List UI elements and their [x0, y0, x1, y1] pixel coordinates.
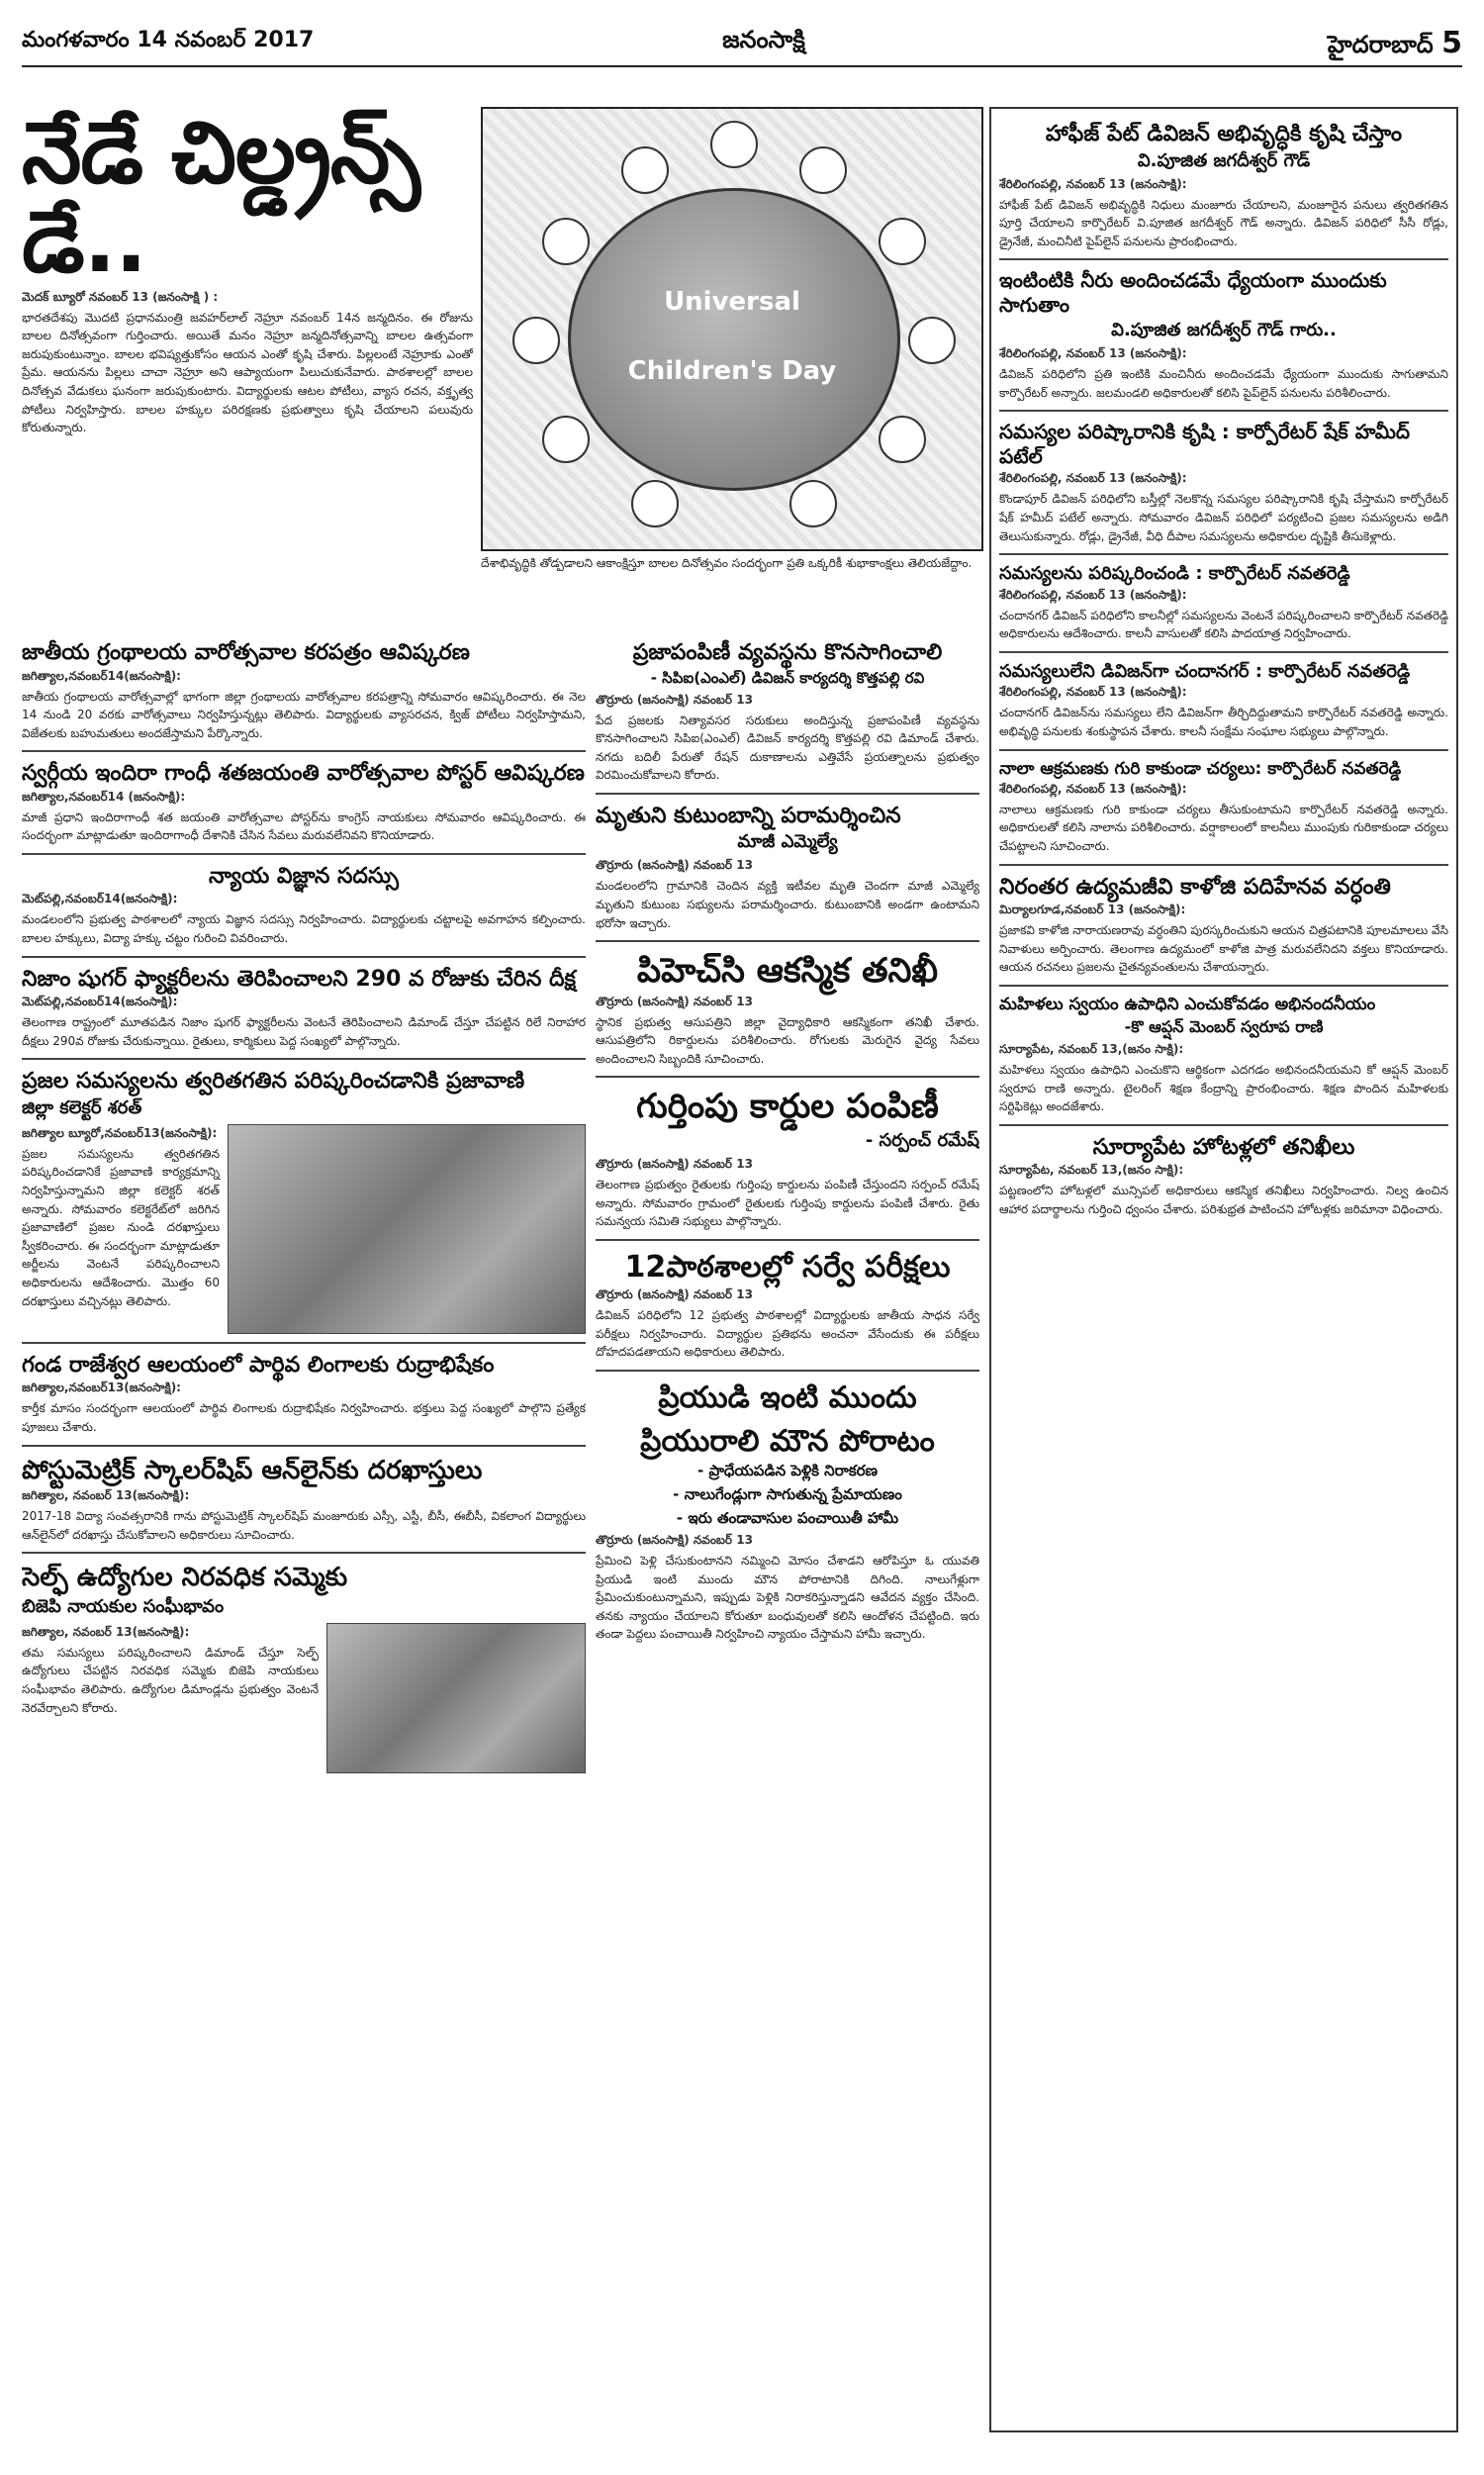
issue-date: మంగళవారం 14 నవంబర్ 2017 [22, 28, 315, 52]
divider [999, 553, 1448, 555]
article-body: మాజీ ప్రధాని ఇందిరాగాంధీ శత జయంతి వారోత్సవాల పోస్టర్‌ను కాంగ్రెస్ నాయకులు సోమవారం ఆవిష్కరించారు. ఈ సందర్భంగా మాట్లాడుతూ ఇందిరాగాంధీ దేశానికి చేసిన సేవలు మరువలేనివని కొనియాడారు. [22, 809, 586, 843]
article-bullet: - ఇరు తండావాసుల పంచాయితీ హామీ [676, 1509, 899, 1527]
child-figure-icon [879, 218, 926, 265]
article-body: నాలాలు ఆక్రమణకు గురి కాకుండా చర్యలు తీసుకుంటామని కార్పొరేటర్ నవతరెడ్డి అన్నారు. అధికారులతో కలిసి నాలాను పరిశీలించారు. వర్షాకాలంలో కాలనీలు ముంపుకు గురికాకుండా చర్యలు చేపట్టాలని సూచించారు. [999, 802, 1448, 854]
article-bullet: - ప్రాధేయపడిన పెళ్లికి నిరాకరణ [697, 1462, 878, 1479]
article-subheadline: - సర్పంచ్ రమేష్ [865, 1129, 979, 1151]
dateline: మిర్యాలగూడ,నవంబర్ 13 (జనంసాక్షి): [999, 903, 1186, 917]
article-body: ప్రజల సమస్యలను త్వరితగతిన పరిష్కరించడానికే ప్రజావాణి కార్యక్రమాన్ని నిర్వహిస్తున్నామని జిల్లా కలెక్టర్ శరత్ అన్నారు. సోమవారం కలెక్టరేట్‌లో జరిగిన ప్రజావాణిలో ప్రజల నుండి దరఖాస్తులు స్వీకరించారు. ఈ సందర్భంగా మాట్లాడుతూ అర్జీలను వెంటనే పరిష్కరించాలని అధికారులను ఆదేశించారు. మొత్తం 60 దరఖాస్తులు వచ్చినట్లు తెలిపారు. [22, 1146, 220, 1308]
article-body: కార్తీక మాసం సందర్భంగా ఆలయంలో పార్థివ లింగాలకు రుద్రాభిషేకం నిర్వహించారు. భక్తులు పెద్ద సంఖ్యలో పాల్గొని ప్రత్యేక పూజలు చేశారు. [22, 1401, 586, 1434]
dateline: శేరిలింగంపల్లి, నవంబర్ 13 (జనంసాక్షి): [999, 471, 1187, 486]
article-subheadline: - సిపిఐ(ఎంఎల్) డివిజన్ కార్యదర్శి కొత్తపల్లి రవి [650, 668, 925, 687]
article-headline: సమస్యలను పరిష్కరించండి : కార్పొరేటర్ నవతరెడ్డి [999, 563, 1350, 585]
article-indira-poster [22, 760, 586, 845]
article-headline: సమస్యల పరిష్కారానికి కృషి : కార్పోరేటర్ షేక్ హమీద్ పటేల్ [999, 420, 1411, 469]
article-headline: గండ రాజేశ్వర ఆలయంలో పార్థివ లింగాలకు రుద్రాభిషేకం [22, 1352, 495, 1378]
art-text-childrens-day: Children's Day [627, 356, 837, 386]
divider [999, 749, 1448, 751]
article-headline: హాఫీజ్ పేట్ డివిజన్ అభివృద్ధికి కృషి చేస్తాం [1045, 122, 1403, 146]
article-subheadline: వి.పూజిత జగదీశ్వర్ గౌడ్ [1137, 149, 1311, 171]
article-body: కొండాపూర్ డివిజన్ పరిధిలోని బస్తీల్లో నెలకొన్న సమస్యల పరిష్కారానికి కృషి చేస్తామని కార్పోరేటర్ షేక్ హమీద్ పటేల్ అన్నారు. సోమవారం డివిజన్ పరిధిలో పర్యటించి ప్రజల సమస్యలను అడిగి తెలుసుకున్నారు. రోడ్లు, డ్రైనేజీ, వీధి దీపాల సమస్యలను అధికారుల దృష్టికి తీసుకెళ్లారు. [999, 492, 1448, 543]
child-figure-icon [908, 317, 956, 364]
dateline: జగిత్యాల, నవంబర్ 13(జనంసాక్షి): [22, 1624, 190, 1639]
article-hameed-patel [999, 420, 1448, 545]
article-headline: స్వర్గీయ ఇందిరా గాంధీ శతజయంతి వారోత్సవాల పోస్టర్ ఆవిష్కరణ [22, 761, 585, 787]
article-legal-awareness [22, 863, 586, 948]
article-headline: నిజాం షుగర్ ఫ్యాక్టరీలను తెరిపించాలని 290 వ రోజుకు చేరిన దీక్ష [22, 966, 577, 992]
article-body: ప్రేమించి పెళ్లి చేసుకుంటానని నమ్మించి మోసం చేశాడని ఆరోపిస్తూ ఓ యువతి ప్రియుడి ఇంటి ముందు మౌన పోరాటానికి దిగింది. నాలుగేళ్లుగా ప్రేమించుకుంటున్నామని, ఇప్పుడు పెళ్లికి నిరాకరిస్తున్నాడని ఆవేదన వ్యక్తం చేసింది. తనకు న్యాయం చేయాలని కోరుతూ బంధువులతో కలిసి ఆందోళన చేపట్టింది. ఇరు తండా పెద్దలు పంచాయితీ నిర్వహించి న్యాయం చేస్తామని హామీ ఇచ్చారు. [596, 1554, 979, 1642]
article-water-supply [999, 268, 1448, 402]
article-body: చందానగర్ డివిజన్‌ను సమస్యలు లేని డివిజన్‌గా తీర్చిదిద్దుతామని కార్పొరేటర్ నవతరెడ్డి అన్నారు. అభివృద్ధి పనులకు శంకుస్థాపన చేశారు. కాలనీ సంక్షేమ సంఘాల సభ్యులు పాల్గొన్నారు. [999, 706, 1448, 739]
article-kaloji-anniversary [999, 874, 1448, 977]
article-headline: జాతీయ గ్రంథాలయ వారోత్సవాల కరపత్రం ఆవిష్కరణ [22, 640, 470, 665]
child-figure-icon [512, 317, 560, 364]
divider [999, 410, 1448, 412]
dateline: శేరిలింగంపల్లి, నవంబర్ 13 (జనంసాక్షి): [999, 346, 1187, 361]
child-figure-icon [631, 480, 679, 527]
childrens-day-continued: దేశాభివృద్ధికి తోడ్పడాలని ఆకాంక్షిస్తూ బాలల దినోత్సవం సందర్భంగా ప్రతి ఒక్కరికీ శుభాకాంక్షలు తెలియజేద్దాం. [481, 556, 973, 570]
article-scholarship [22, 1455, 586, 1545]
article-headline: మృతుని కుటుంబాన్ని పరామర్శించిన [596, 803, 901, 828]
city-name: హైదరాబాద్ [1327, 31, 1434, 58]
column-left [22, 633, 586, 2434]
article-headline: పిహెచ్‌సి ఆకస్మిక తనిఖీ [636, 951, 939, 992]
divider [22, 956, 586, 958]
article-hotel-inspections [999, 1134, 1448, 1219]
article-library-week [22, 639, 586, 742]
article-body: డివిజన్ పరిధిలోని 12 ప్రభుత్వ పాఠశాలల్లో విద్యార్థులకు జాతీయ సాధన సర్వే పరీక్షలు నిర్వహించారు. విద్యార్థుల ప్రతిభను అంచనా వేసేందుకు ఈ పరీక్షలు దోహదపడతాయని అధికారులు తెలిపారు. [596, 1308, 979, 1360]
article-body: ప్రజాకవి కాళోజి నారాయణరావు వర్ధంతిని పురస్కరించుకుని ఆయన చిత్రపటానికి పూలమాలలు వేసి నివాళులు అర్పించారు. తెలంగాణ ఉద్యమంలో కాళోజి పాత్ర మరువలేనిదని వక్తలు కొనియాడారు. ఆయన రచనలు ప్రజలను చైతన్యవంతులను చేశాయన్నారు. [999, 923, 1448, 975]
divider [999, 258, 1448, 260]
child-figure-icon [789, 480, 837, 527]
dateline: తొర్రూరు (జనంసాక్షి) నవంబర్ 13 [596, 1287, 753, 1302]
dateline: శేరిలింగంపల్లి, నవంబర్ 13 (జనంసాక్షి): [999, 176, 1187, 191]
divider [596, 1239, 979, 1241]
dateline: సూర్యాపేట, నవంబర్ 13,(జనం సాక్షి): [999, 1163, 1184, 1178]
article-body: 2017-18 విద్యా సంవత్సరానికి గాను పోస్టుమెట్రిక్ స్కాలర్‌షిప్ మంజూరుకు ఎస్సీ, ఎస్టీ, బీసీ, ఈబీసీ, వికలాంగ విద్యార్థులు ఆన్‌లైన్‌లో దరఖాస్తు చేసుకోవాలని అధికారులు సూచించారు. [22, 1509, 586, 1542]
article-headline: సూర్యాపేట హోటళ్లలో తనిఖీలు [1092, 1134, 1355, 1160]
divider [596, 793, 979, 795]
dateline: శేరిలింగంపల్లి, నవంబర్ 13 (జనంసాక్షి): [999, 685, 1187, 700]
article-headline: 12పాఠశాలల్లో సర్వే పరీక్షలు [624, 1249, 951, 1285]
child-figure-icon [542, 218, 590, 265]
article-navatha-reddy-2 [999, 661, 1448, 741]
article-headline: సెల్ఫ్ ఉద్యోగుల నిరవధిక సమ్మెకు [22, 1563, 348, 1593]
divider [22, 1445, 586, 1447]
article-body: స్థానిక ప్రభుత్వ ఆసుపత్రిని జిల్లా వైద్యాధికారి ఆకస్మికంగా తనిఖీ చేశారు. ఆసుపత్రిలోని రికార్డులను పరిశీలించారు. రోగులకు మెరుగైన వైద్య సేవలు అందించాలని సిబ్బందికి సూచించారు. [596, 1014, 979, 1066]
article-body: చందానగర్ డివిజన్ పరిధిలోని కాలనీల్లో సమస్యలను వెంటనే పరిష్కరించాలని కార్పొరేటర్ నవతరెడ్డి అధికారులను ఆదేశించారు. కాలనీ వాసులతో కలిసి పాదయాత్ర నిర్వహించారు. [999, 608, 1448, 641]
dateline: జగిత్యాల,నవంబర్13(జనంసాక్షి): [22, 1380, 181, 1395]
article-headline: ప్రజాపంపిణీ వ్యవస్థను కొనసాగించాలి [632, 640, 943, 665]
column-right [989, 107, 1458, 2432]
childrens-day-story [22, 109, 473, 623]
article-nala-encroachment [999, 759, 1448, 856]
masthead-logo: జనంసాక్షి [722, 26, 805, 53]
article-ration-system [596, 639, 979, 785]
dateline: తొర్రూరు (జనంసాక్షి) నవంబర్ 13 [596, 692, 753, 707]
article-body: తెలంగాణ ప్రభుత్వం రైతులకు గుర్తింపు కార్డులను పంపిణీ చేస్తుందని సర్పంచ్ రమేష్ అన్నారు. సోమవారం గ్రామంలో రైతులకు గుర్తింపు కార్డులను పంపిణీ చేశారు. రైతు సమన్వయ సమితి సభ్యులు పాల్గొన్నారు. [596, 1177, 979, 1229]
child-figure-icon [542, 416, 590, 463]
article-body: జాతీయ గ్రంథాలయ వారోత్సవాల్లో భాగంగా జిల్లా గ్రంథాలయ వారోత్సవాల కరపత్రాన్ని సోమవారం ఆవిష్కరించారు. ఈ నెల 14 నుండి 20 వరకు వారోత్సవాలు నిర్వహిస్తున్నట్లు తెలిపారు. విద్యార్థులకు వ్యాసరచన, క్విజ్ పోటీలు నిర్వహిస్తామని, విజేతలకు బహుమతులు అందజేస్తామని పేర్కొన్నారు. [22, 689, 586, 740]
dateline: మెట్‌పల్లి,నవంబర్14(జనంసాక్షి): [22, 892, 178, 906]
article-body: తమ సమస్యలు పరిష్కరించాలని డిమాండ్ చేస్తూ సెల్ఫ్ ఉద్యోగులు చేపట్టిన నిరవధిక సమ్మెకు బిజెపి నాయకులు సంఘీభావం తెలిపారు. ఉద్యోగుల డిమాండ్లను ప్రభుత్వం వెంటనే నెరవేర్చాలని కోరారు. [22, 1645, 319, 1715]
dateline: తొర్రూరు (జనంసాక్షి) నవంబర్ 13 [596, 994, 753, 1008]
child-figure-icon [710, 121, 758, 168]
article-nizam-sugar [22, 966, 586, 1051]
article-body: డివిజన్ పరిధిలోని ప్రతి ఇంటికి మంచినీరు అందించడమే ధ్యేయంగా ముందుకు సాగుతామని కార్పొరేటర్ అన్నారు. జలమండలి అధికారులతో కలిసి పైప్‌లైన్ పనులను పరిశీలించారు. [999, 367, 1448, 400]
prajavani-photo [228, 1124, 586, 1334]
article-body: మండలంలోని ప్రభుత్వ పాఠశాలలో న్యాయ విజ్ఞాన సదస్సు నిర్వహించారు. విద్యార్థులకు చట్టాలపై అవగాహన కల్పించారు. బాలల హక్కులు, విద్యా హక్కు చట్టం గురించి వివరించారు. [22, 912, 586, 946]
divider [596, 1370, 979, 1372]
article-headline: ప్రియుడి ఇంటి ముందు [658, 1380, 917, 1415]
dateline: జగిత్యాల, నవంబర్ 13(జనంసాక్షి): [22, 1488, 190, 1503]
article-headline: మహిళలు స్వయం ఉపాధిని ఎంచుకోవడం అభినందనీయం [999, 994, 1376, 1014]
article-body: తెలంగాణ రాష్ట్రంలో మూతపడిన నిజాం షుగర్ ఫ్యాక్టరీలను వెంటనే తెరిపించాలని డిమాండ్ చేస్తూ చేపట్టిన రిలే నిరాహార దీక్షలు 290వ రోజుకు చేరుకున్నాయి. రైతులు, కార్మికులు పెద్ద సంఖ్యలో పాల్గొన్నారు. [22, 1015, 586, 1048]
article-body: పేద ప్రజలకు నిత్యావసర సరుకులు అందిస్తున్న ప్రజాపంపిణీ వ్యవస్థను కొనసాగించాలని సిపిఐ(ఎంఎల్) డివిజన్ కార్యదర్శి కొత్తపల్లి రవి డిమాండ్ చేశారు. నగదు బదిలీ పేరుతో రేషన్ దుకాణాలను ఎత్తివేసే ప్రయత్నాలను ప్రభుత్వం విరమించుకోవాలని కోరారు. [596, 713, 979, 783]
childrens-day-headline: నేడే చిల్డ్రన్స్ డే.. [22, 109, 419, 293]
divider [596, 1076, 979, 1078]
divider [22, 1552, 586, 1554]
divider [999, 1124, 1448, 1126]
article-headline: పోస్టుమెట్రిక్ స్కాలర్‌షిప్ ఆన్‌లైన్‌కు దరఖాస్తులు [22, 1455, 483, 1485]
divider [22, 1342, 586, 1344]
article-hafeezpet-development [999, 121, 1448, 250]
article-body: పట్టణంలోని హోటళ్లలో మున్సిపల్ అధికారులు ఆకస్మిక తనిఖీలు నిర్వహించారు. నిల్వ ఉంచిన ఆహార పదార్థాలను గుర్తించి ధ్వంసం చేశారు. పరిశుభ్రత పాటించని హోటళ్లకు జరిమానా విధించారు. [999, 1184, 1448, 1217]
dateline: శేరిలింగంపల్లి, నవంబర్ 13 (జనంసాక్షి): [999, 587, 1187, 602]
child-figure-icon [879, 416, 926, 463]
dateline: జగిత్యాల,నవంబర్14 (జనంసాక్షి): [22, 789, 186, 804]
globe-icon [568, 188, 900, 491]
dateline: సూర్యాపేట, నవంబర్ 13,(జనం సాక్షి): [999, 1042, 1184, 1057]
divider [22, 1058, 586, 1060]
childrens-day-illustration [481, 107, 983, 551]
article-subheadline: జిల్లా కలెక్టర్ శరత్ [22, 1096, 142, 1118]
strike-photo [326, 1623, 586, 1773]
divider [22, 750, 586, 752]
divider [999, 864, 1448, 866]
article-headline: గుర్తింపు కార్డుల పంపిణీ [636, 1087, 939, 1127]
article-subheadline: -కొ ఆప్షన్ మెంబర్ స్వరూప రాణి [1124, 1017, 1324, 1037]
article-navatha-reddy-1 [999, 563, 1448, 643]
divider [596, 940, 979, 942]
article-subheadline: బిజెపి నాయకుల సంఘీభావం [22, 1595, 225, 1617]
city-page [1328, 26, 1462, 64]
divider [999, 651, 1448, 653]
divider [999, 985, 1448, 987]
divider [22, 853, 586, 855]
dateline: తొర్రూరు (జనంసాక్షి) నవంబర్ 13 [596, 1156, 753, 1171]
dateline: శేరిలింగంపల్లి, నవంబర్ 13 (జనంసాక్షి): [999, 781, 1187, 796]
article-headline: న్యాయ విజ్ఞాన సదస్సు [209, 863, 399, 889]
page-number: 5 [1441, 26, 1462, 60]
child-figure-icon [799, 146, 847, 194]
article-ex-mla-visit [596, 803, 979, 932]
column-middle [596, 633, 979, 2434]
article-subheadline: వి.పూజిత జగదీశ్వర్ గౌడ్ గారు.. [1111, 320, 1337, 341]
article-headline: సమస్యలులేని డివిజన్‌గా చందానగర్ : కార్పొరేటర్ నవతరెడ్డి [999, 660, 1411, 682]
article-lover-protest [596, 1380, 979, 1644]
article-survey-tests [596, 1249, 979, 1362]
article-rudrabhishekam [22, 1352, 586, 1437]
story-body: భారతదేశపు మొదటి ప్రధానమంత్రి జవహర్‌లాల్ నెహ్రూ నవంబర్ 14న జన్మదినం. ఈ రోజును బాలల దినోత్సవంగా గుర్తించారు. అయితే మనం నెహ్రూ జన్మదినోత్సవాన్ని బాలల ఉత్సవంగా జరుపుకుంటున్నాం. బాలల భవిష్యత్తుకోసం ఆయన ఎంతో కృషి చేశారు. పిల్లలంటే నెహ్రూకు ఎంతో ప్రేమ. ఆయనను పిల్లలు చాచా నెహ్రూ అని ఆప్యాయంగా పిలుచుకునేవారు. పాఠశాలల్లో బాలల దినోత్సవ వేడుకలు ఘనంగా జరుపుకుంటారు. విద్యార్థులకు ఆటల పోటీలు, వ్యాస రచన, వక్తృత్వ పోటీలు నిర్వహిస్తారు. బాలల హక్కుల పరిరక్షణకు ప్రభుత్వాలు కృషి చేయాలని పలువురు కోరుతున్నారు. [22, 310, 473, 435]
article-women-self-employment [999, 995, 1448, 1116]
article-headline: ఇంటింటికి నీరు అందించడమే ధ్యేయంగా ముందుకు సాగుతాం [999, 268, 1387, 318]
child-figure-icon [621, 146, 669, 194]
article-phc-inspection [596, 950, 979, 1068]
page-header [22, 22, 1462, 67]
dateline: మెట్‌పల్లి,నవంబర్14(జనంసాక్షి): [22, 995, 178, 1009]
article-headline-line2: ప్రియురాలి మౌన పోరాటం [640, 1423, 935, 1459]
article-self-strike [22, 1562, 586, 1773]
article-body: మండలంలోని గ్రామానికి చెందిన వ్యక్తి ఇటీవల మృతి చెందగా మాజీ ఎమ్మెల్యే మృతుని కుటుంబ సభ్యులను పరామర్శించారు. కుటుంబానికి అండగా ఉంటామని భరోసా ఇచ్చారు. [596, 879, 979, 930]
article-body: మహిళలు స్వయం ఉపాధిని ఎంచుకొని ఆర్థికంగా ఎదగడం అభినందనీయమని కో ఆప్షన్ మెంబర్ స్వరూప రాణి అన్నారు. టైలరింగ్ శిక్షణ కేంద్రాన్ని ప్రారంభించారు. శిక్షణ పొందిన మహిళలకు సర్టిఫికెట్లు అందజేశారు. [999, 1063, 1448, 1114]
art-text-universal: Universal [664, 287, 800, 317]
article-body: హాఫీజ్ పేట్ డివిజన్ అభివృద్ధికి నిధులు మంజూరు చేయాలని, మంజూరైన పనులు త్వరితగతిన పూర్తి చేయాలని కార్పొరేటర్ వి.పూజిత జగదీశ్వర్ గౌడ్ అన్నారు. డివిజన్ పరిధిలో సీసీ రోడ్లు, డ్రైనేజీ, మంచినీటి పైప్‌లైన్ పనులను ప్రారంభించారు. [999, 197, 1448, 248]
article-prajavani [22, 1068, 586, 1334]
article-headline: ప్రజల సమస్యలను త్వరితగతిన పరిష్కరించడానికి ప్రజావాణి [22, 1069, 525, 1095]
article-headline: నాలా ఆక్రమణకు గురి కాకుండా చర్యలు: కార్పొరేటర్ నవతరెడ్డి [999, 758, 1402, 779]
dateline: జగిత్యాల,నవంబర్14(జనంసాక్షి): [22, 668, 181, 683]
dateline: జగిత్యాల బ్యూరో,నవంబర్13(జనంసాక్షి): [22, 1125, 218, 1140]
dateline: మెదక్ బ్యూరో నవంబర్ 13 (జనంసాక్షి ) : [22, 289, 219, 304]
article-bullet: - నాలుగేండ్లుగా సాగుతున్న ప్రేమాయణం [673, 1485, 902, 1503]
dateline: తొర్రూరు (జనంసాక్షి) నవంబర్ 13 [596, 858, 753, 873]
article-headline: నిరంతర ఉద్యమజీవి కాళోజి పదిహేనవ వర్ధంతి [999, 874, 1391, 900]
dateline: తొర్రూరు (జనంసాక్షి) నవంబర్ 13 [596, 1533, 753, 1547]
article-id-cards [596, 1086, 979, 1230]
article-subheadline: మాజీ ఎమ్మెల్యే [737, 831, 838, 853]
